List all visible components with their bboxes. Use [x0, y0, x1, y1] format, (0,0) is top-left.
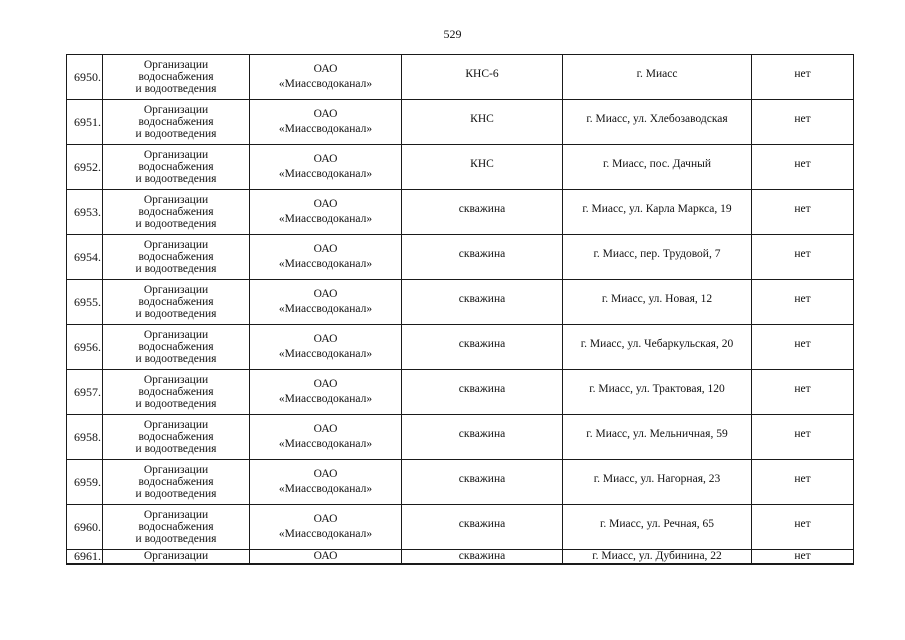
- category-line: и водоотведения: [135, 308, 217, 320]
- category-cell: [103, 415, 250, 460]
- address-cell: [563, 550, 752, 565]
- address: г. Миасс, ул. Дубинина, 22: [592, 550, 722, 562]
- table-row: [67, 505, 854, 550]
- owner-cell: [250, 235, 402, 280]
- category-cell: [103, 370, 250, 415]
- owner-line: «Миассводоканал»: [278, 78, 373, 90]
- category-cell: [103, 280, 250, 325]
- row-number-cell: [67, 235, 103, 280]
- category-cell: [103, 505, 250, 550]
- owner-line: «Миассводоканал»: [278, 393, 373, 405]
- table-row: [67, 100, 854, 145]
- address: г. Миасс, ул. Новая, 12: [601, 293, 713, 305]
- address: г. Миасс, ул. Трактовая, 120: [589, 383, 725, 395]
- row-number: 6953.: [74, 204, 101, 219]
- owner-line: ОАО: [313, 198, 338, 210]
- address-cell: [563, 55, 752, 100]
- row-number-cell: [67, 145, 103, 190]
- table-row-partial: [67, 550, 854, 565]
- owner-text: [250, 377, 401, 407]
- category-text: [103, 509, 249, 545]
- owner-cell: [250, 370, 402, 415]
- flag-value: нет: [794, 428, 811, 440]
- object-cell: [402, 145, 563, 190]
- owner-line: ОАО: [313, 63, 338, 75]
- category-line: водоснабжения: [138, 206, 214, 218]
- page-number: 529: [443, 27, 462, 41]
- owner-text: [250, 62, 401, 92]
- owner-text: [250, 152, 401, 182]
- owner-text: [250, 422, 401, 452]
- category-cell: [103, 460, 250, 505]
- owner-line: ОАО: [313, 468, 338, 480]
- object-cell: [402, 415, 563, 460]
- row-number: 6960.: [74, 519, 101, 534]
- address-cell: [563, 415, 752, 460]
- owner-cell: [250, 415, 402, 460]
- object-type: скважина: [458, 518, 506, 530]
- row-number: 6958.: [74, 429, 101, 444]
- owner-text: [250, 467, 401, 497]
- owner-line: «Миассводоканал»: [278, 123, 373, 135]
- category-text: [103, 329, 249, 365]
- category-line: Организации: [143, 149, 209, 161]
- object-type: скважина: [458, 293, 506, 305]
- flag-cell: [752, 55, 854, 100]
- table-row: [67, 235, 854, 280]
- category-line: водоснабжения: [138, 431, 214, 443]
- row-number: 6959.: [74, 474, 101, 489]
- category-text: [103, 374, 249, 410]
- object-cell: [402, 550, 563, 565]
- row-number-cell: [67, 370, 103, 415]
- flag-cell: [752, 190, 854, 235]
- row-number: 6950.: [74, 69, 101, 84]
- owner-cell: [250, 55, 402, 100]
- owner-text: [250, 242, 401, 272]
- owner-text: [250, 107, 401, 137]
- table-row: [67, 415, 854, 460]
- category-line: водоснабжения: [138, 71, 214, 83]
- address: г. Миасс, пер. Трудовой, 7: [593, 248, 721, 260]
- category-cell: [103, 550, 250, 565]
- category-text: [103, 149, 249, 185]
- flag-value: нет: [794, 518, 811, 530]
- category-line: водоснабжения: [138, 521, 214, 533]
- object-type: КНС-6: [465, 68, 499, 80]
- category-line: и водоотведения: [135, 83, 217, 95]
- category-cell: [103, 55, 250, 100]
- owner-cell: [250, 460, 402, 505]
- address: г. Миасс, ул. Карла Маркса, 19: [582, 203, 732, 215]
- owner-cell: [250, 325, 402, 370]
- owner-line: «Миассводоканал»: [278, 168, 373, 180]
- category-line: водоснабжения: [138, 116, 214, 128]
- address-cell: [563, 370, 752, 415]
- flag-value: нет: [794, 383, 811, 395]
- row-number-cell: [67, 550, 103, 565]
- row-number: 6956.: [74, 339, 101, 354]
- object-cell: [402, 460, 563, 505]
- object-type: скважина: [458, 248, 506, 260]
- row-number-cell: [67, 55, 103, 100]
- address-cell: [563, 235, 752, 280]
- owner-cell: [250, 550, 402, 565]
- owner-line: «Миассводоканал»: [278, 483, 373, 495]
- owner-text: [250, 287, 401, 317]
- address: г. Миасс, ул. Речная, 65: [600, 518, 714, 530]
- flag-value: нет: [794, 113, 811, 125]
- object-type: скважина: [458, 473, 506, 485]
- object-cell: [402, 190, 563, 235]
- category-line: Организации: [143, 419, 209, 431]
- category-line: и водоотведения: [135, 488, 217, 500]
- flag-value: нет: [794, 293, 811, 305]
- object-type: скважина: [458, 203, 506, 215]
- table-row: [67, 190, 854, 235]
- address-cell: [563, 460, 752, 505]
- address: г. Миасс, ул. Хлебозаводская: [586, 113, 728, 125]
- row-number: 6954.: [74, 249, 101, 264]
- object-type: скважина: [458, 428, 506, 440]
- object-cell: [402, 100, 563, 145]
- category-cell: [103, 145, 250, 190]
- flag-value: нет: [794, 68, 811, 80]
- category-text: [103, 194, 249, 230]
- category-line: и водоотведения: [135, 398, 217, 410]
- flag-value: нет: [794, 473, 811, 485]
- category-line: Организации: [143, 550, 209, 562]
- table-body: [67, 55, 854, 565]
- flag-cell: [752, 550, 854, 565]
- category-line: и водоотведения: [135, 443, 217, 455]
- flag-cell: [752, 100, 854, 145]
- object-type: скважина: [458, 383, 506, 395]
- category-text: [103, 284, 249, 320]
- row-number: 6957.: [74, 384, 101, 399]
- owner-cell: [250, 100, 402, 145]
- object-cell: [402, 55, 563, 100]
- row-number-cell: [67, 280, 103, 325]
- object-type: КНС: [470, 113, 494, 125]
- row-number-cell: [67, 100, 103, 145]
- object-type: КНС: [470, 158, 494, 170]
- row-number-cell: [67, 190, 103, 235]
- flag-cell: [752, 415, 854, 460]
- category-line: водоснабжения: [138, 341, 214, 353]
- address: г. Миасс, ул. Чебаркульская, 20: [580, 338, 734, 350]
- category-text: [103, 464, 249, 500]
- category-text: [103, 104, 249, 140]
- address-cell: [563, 505, 752, 550]
- row-number-cell: [67, 325, 103, 370]
- flag-value: нет: [794, 248, 811, 260]
- category-line: водоснабжения: [138, 296, 214, 308]
- category-line: Организации: [143, 194, 209, 206]
- category-text: [103, 59, 249, 95]
- table-row: [67, 55, 854, 100]
- category-line: Организации: [143, 104, 209, 116]
- row-number-cell: [67, 505, 103, 550]
- address-cell: [563, 190, 752, 235]
- owner-cell: [250, 190, 402, 235]
- category-text: [103, 419, 249, 455]
- owner-line: «Миассводоканал»: [278, 303, 373, 315]
- flag-cell: [752, 325, 854, 370]
- object-cell: [402, 325, 563, 370]
- flag-value: нет: [794, 158, 811, 170]
- owner-line: ОАО: [313, 550, 338, 562]
- flag-value: нет: [794, 338, 811, 350]
- registry-table: [66, 54, 854, 565]
- category-line: Организации: [143, 509, 209, 521]
- flag-cell: [752, 235, 854, 280]
- category-line: и водоотведения: [135, 173, 217, 185]
- flag-value: нет: [794, 203, 811, 215]
- address-cell: [563, 280, 752, 325]
- table-row: [67, 145, 854, 190]
- category-cell: [103, 100, 250, 145]
- category-line: Организации: [143, 464, 209, 476]
- category-line: и водоотведения: [135, 218, 217, 230]
- category-line: водоснабжения: [138, 161, 214, 173]
- owner-line: «Миассводоканал»: [278, 528, 373, 540]
- category-cell: [103, 325, 250, 370]
- owner-cell: [250, 145, 402, 190]
- address: г. Миасс, ул. Мельничная, 59: [586, 428, 728, 440]
- flag-cell: [752, 145, 854, 190]
- category-line: и водоотведения: [135, 533, 217, 545]
- category-line: Организации: [143, 59, 209, 71]
- table-row: [67, 325, 854, 370]
- address-cell: [563, 325, 752, 370]
- flag-cell: [752, 505, 854, 550]
- address: г. Миасс: [636, 68, 678, 80]
- category-cell: [103, 235, 250, 280]
- row-number: 6961.: [74, 549, 101, 563]
- object-cell: [402, 280, 563, 325]
- address-cell: [563, 100, 752, 145]
- category-line: Организации: [143, 284, 209, 296]
- flag-value: нет: [794, 550, 811, 562]
- address: г. Миасс, ул. Нагорная, 23: [593, 473, 721, 485]
- category-line: водоснабжения: [138, 476, 214, 488]
- owner-line: ОАО: [313, 243, 338, 255]
- owner-line: ОАО: [313, 288, 338, 300]
- table-row: [67, 280, 854, 325]
- category-line: водоснабжения: [138, 251, 214, 263]
- row-number: 6952.: [74, 159, 101, 174]
- row-number-cell: [67, 460, 103, 505]
- category-line: и водоотведения: [135, 263, 217, 275]
- owner-line: «Миассводоканал»: [278, 258, 373, 270]
- owner-line: ОАО: [313, 513, 338, 525]
- owner-line: ОАО: [313, 378, 338, 390]
- owner-cell: [250, 280, 402, 325]
- category-line: Организации: [143, 239, 209, 251]
- category-line: и водоотведения: [135, 353, 217, 365]
- owner-line: ОАО: [313, 108, 338, 120]
- flag-cell: [752, 280, 854, 325]
- category-line: водоснабжения: [138, 386, 214, 398]
- owner-text: [250, 512, 401, 542]
- flag-cell: [752, 370, 854, 415]
- row-number: 6951.: [74, 114, 101, 129]
- owner-line: «Миассводоканал»: [278, 213, 373, 225]
- table-row: [67, 370, 854, 415]
- category-line: и водоотведения: [135, 128, 217, 140]
- owner-cell: [250, 505, 402, 550]
- object-cell: [402, 235, 563, 280]
- address: г. Миасс, пос. Дачный: [603, 158, 711, 170]
- owner-text: [250, 197, 401, 227]
- owner-text: [250, 332, 401, 362]
- owner-line: «Миассводоканал»: [278, 438, 373, 450]
- category-cell: [103, 190, 250, 235]
- owner-line: ОАО: [313, 153, 338, 165]
- category-line: Организации: [143, 374, 209, 386]
- object-type: скважина: [458, 550, 506, 562]
- object-cell: [402, 370, 563, 415]
- row-number-cell: [67, 415, 103, 460]
- row-number: 6955.: [74, 294, 101, 309]
- flag-cell: [752, 460, 854, 505]
- object-type: скважина: [458, 338, 506, 350]
- category-text: [103, 239, 249, 275]
- owner-line: ОАО: [313, 333, 338, 345]
- object-cell: [402, 505, 563, 550]
- table-row: [67, 460, 854, 505]
- owner-line: «Миассводоканал»: [278, 348, 373, 360]
- category-line: Организации: [143, 329, 209, 341]
- owner-line: ОАО: [313, 423, 338, 435]
- address-cell: [563, 145, 752, 190]
